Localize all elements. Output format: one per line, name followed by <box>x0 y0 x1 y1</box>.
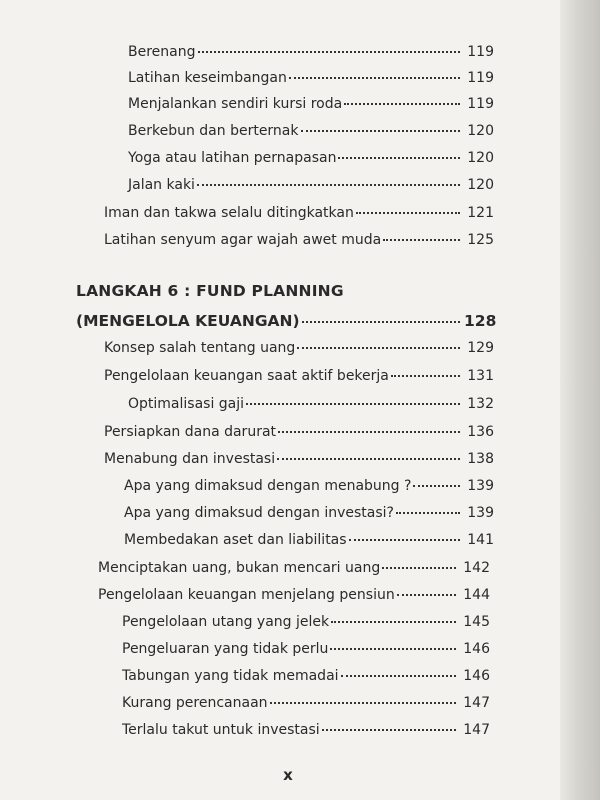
toc-entry-aset-liabilitas <box>124 532 494 558</box>
toc-entry-title: Iman dan takwa selalu ditingkatkan <box>104 205 354 221</box>
dot-leader <box>397 594 456 596</box>
chapter-heading-line1: LANGKAH 6 : FUND PLANNING <box>76 282 344 300</box>
toc-entry-berkebun <box>128 123 494 149</box>
toc-entry-title: Jalan kaki <box>128 177 195 193</box>
toc-entry-page: 139 <box>467 505 494 521</box>
toc-entry-page: 119 <box>467 70 494 86</box>
dot-leader <box>383 239 460 241</box>
dot-leader <box>270 702 456 704</box>
toc-entry-tabungan <box>122 668 490 694</box>
toc-entry-title: Apa yang dimaksud dengan menabung ? <box>124 478 412 494</box>
toc-entry-page: 136 <box>467 424 494 440</box>
toc-entry-page: 119 <box>467 96 494 112</box>
toc-entry-title: Tabungan yang tidak memadai <box>122 668 339 684</box>
toc-entry-page: 142 <box>463 560 490 576</box>
toc-entry-latihan-senyum <box>104 232 494 258</box>
toc-entry-title: Apa yang dimaksud dengan investasi? <box>124 505 394 521</box>
toc-entry-page: 146 <box>463 641 490 657</box>
dot-leader <box>246 403 460 405</box>
toc-entry-title: Membedakan aset dan liabilitas <box>124 532 347 548</box>
toc-entry-pengelolaan-aktif <box>104 368 494 394</box>
toc-entry-latihan-keseimbangan <box>128 70 494 96</box>
toc-entry-title: Menjalankan sendiri kursi roda <box>128 96 343 112</box>
dot-leader <box>349 539 460 541</box>
toc-entry-title: Pengelolaan utang yang jelek <box>122 614 330 630</box>
toc-entry-menciptakan-uang <box>98 560 490 586</box>
book-edge <box>560 0 600 800</box>
dot-leader <box>198 51 461 53</box>
toc-entry-kursi-roda <box>128 96 494 122</box>
toc-entry-optimalisasi-gaji <box>128 396 494 422</box>
toc-entry-page: 119 <box>467 44 494 60</box>
dot-leader <box>344 103 460 105</box>
dot-leader <box>277 458 460 460</box>
toc-entry-iman-takwa <box>104 205 494 231</box>
toc-entry-page: 132 <box>467 396 494 412</box>
toc-entry-page: 129 <box>467 340 494 356</box>
toc-entry-title: Pengeluaran yang tidak perlu <box>122 641 329 657</box>
toc-entry-utang-jelek <box>122 614 490 640</box>
dot-leader <box>301 130 461 132</box>
toc-entry-page: 146 <box>463 668 490 684</box>
toc-entry-title: Terlalu takut untuk investasi <box>122 722 320 738</box>
toc-entry-jalan-kaki <box>128 177 494 203</box>
toc-entry-page: 120 <box>467 177 494 193</box>
toc-entry-title: Pengelolaan keuangan menjelang pensiun <box>98 587 395 603</box>
toc-entry-page: 125 <box>467 232 494 248</box>
toc-entry-title: Berkebun dan berternak <box>128 123 299 139</box>
toc-entry-title: Yoga atau latihan pernapasan <box>128 150 337 166</box>
toc-entry-title: Berenang <box>128 44 196 60</box>
dot-leader <box>278 431 460 433</box>
toc-entry-page: 145 <box>463 614 490 630</box>
toc-entry-page: 121 <box>467 205 494 221</box>
toc-entry-takut-investasi <box>122 722 490 748</box>
toc-entry-page: 147 <box>463 722 490 738</box>
dot-leader <box>356 212 460 214</box>
toc-entry-konsep-salah <box>104 340 494 366</box>
page-number: x <box>283 766 293 784</box>
dot-leader <box>322 729 456 731</box>
toc-entry-kurang-perencanaan <box>122 695 490 721</box>
dot-leader <box>330 648 456 650</box>
toc-entry-title: Konsep salah tentang uang <box>104 340 296 356</box>
toc-entry-title: Optimalisasi gaji <box>128 396 245 412</box>
dot-leader <box>297 347 460 349</box>
toc-entry-title: Latihan senyum agar wajah awet muda <box>104 232 382 248</box>
toc-entry-page: 139 <box>467 478 494 494</box>
toc-entry-dimaksud-menabung <box>124 478 494 504</box>
dot-leader <box>302 321 460 323</box>
dot-leader <box>396 512 460 514</box>
toc-entry-title: Menciptakan uang, bukan mencari uang <box>98 560 381 576</box>
chapter-heading-line2 <box>76 312 497 338</box>
dot-leader <box>413 485 460 487</box>
dot-leader <box>338 157 460 159</box>
toc-entry-page: 120 <box>467 123 494 139</box>
toc-entry-menjelang-pensiun <box>98 587 490 613</box>
toc-entry-yoga <box>128 150 494 176</box>
toc-entry-page: 131 <box>467 368 494 384</box>
toc-entry-page: 144 <box>463 587 490 603</box>
chapter-heading-title: (MENGELOLA KEUANGAN) <box>76 312 300 330</box>
dot-leader <box>197 184 460 186</box>
dot-leader <box>331 621 456 623</box>
toc-entry-page: 141 <box>467 532 494 548</box>
toc-entry-berenang <box>128 44 494 70</box>
toc-entry-title: Persiapkan dana darurat <box>104 424 277 440</box>
dot-leader <box>391 375 460 377</box>
toc-entry-dimaksud-investasi <box>124 505 494 531</box>
toc-entry-page: 138 <box>467 451 494 467</box>
toc-entry-page: 120 <box>467 150 494 166</box>
toc-entry-title: Menabung dan investasi <box>104 451 276 467</box>
dot-leader <box>289 77 460 79</box>
dot-leader <box>382 567 456 569</box>
toc-entry-menabung-investasi <box>104 451 494 477</box>
chapter-heading-page: 128 <box>464 312 497 330</box>
toc-entry-title: Pengelolaan keuangan saat aktif bekerja <box>104 368 389 384</box>
toc-entry-title: Kurang perencanaan <box>122 695 268 711</box>
toc-entry-page: 147 <box>463 695 490 711</box>
toc-entry-title: Latihan keseimbangan <box>128 70 287 86</box>
dot-leader <box>341 675 456 677</box>
toc-entry-pengeluaran <box>122 641 490 667</box>
toc-entry-dana-darurat <box>104 424 494 450</box>
